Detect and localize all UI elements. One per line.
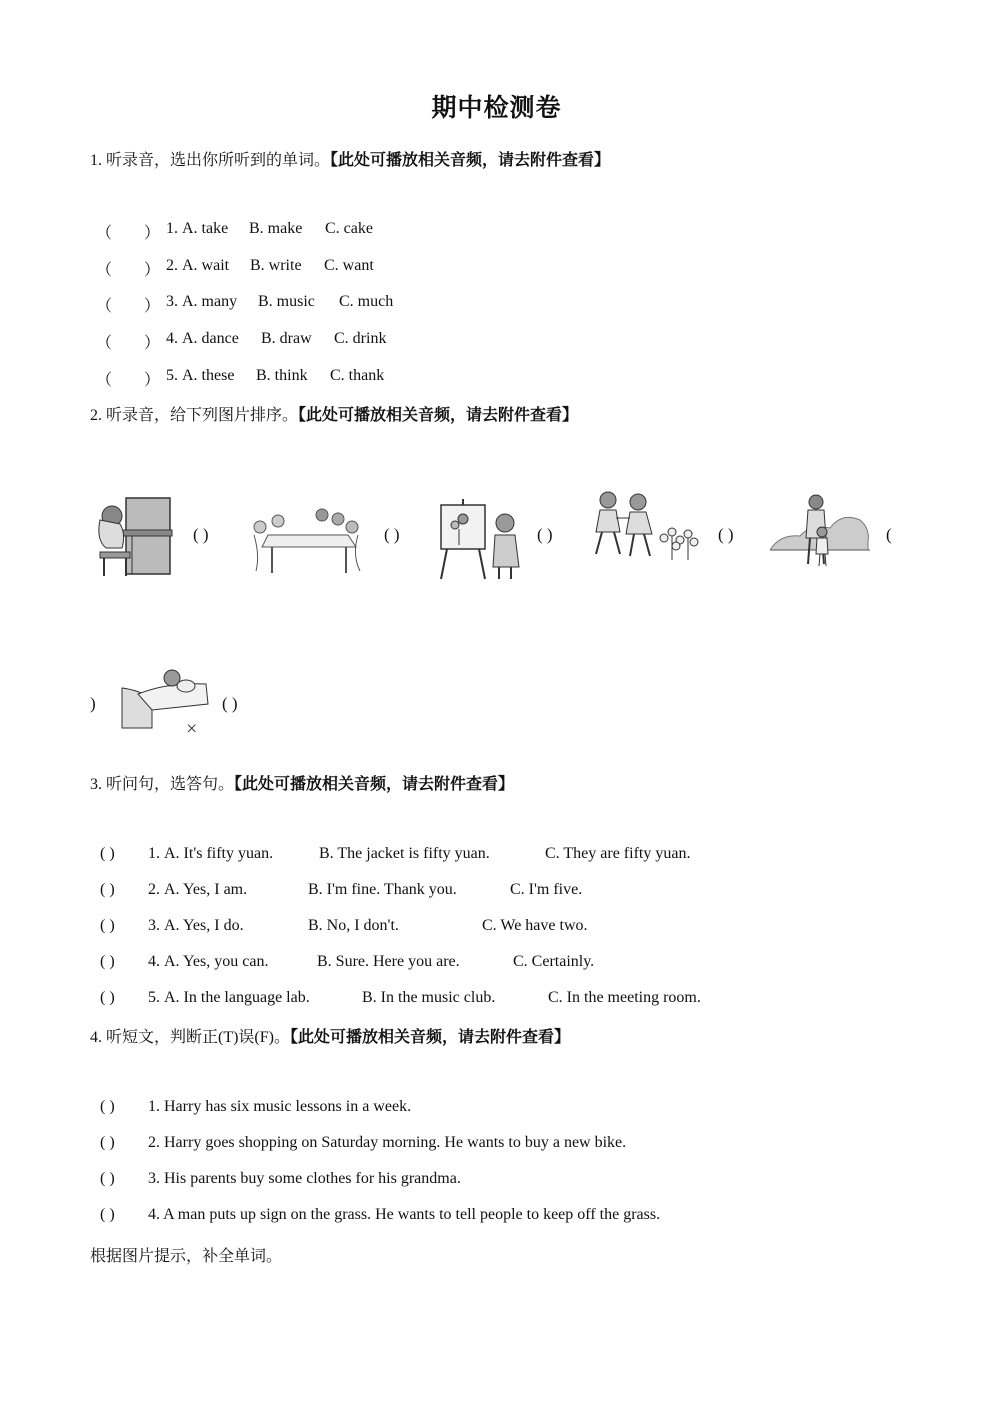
item-number: 4. (148, 953, 160, 970)
option-a: A. wait (182, 257, 230, 274)
option-b: B. No, I don't. (308, 917, 399, 934)
option-c: C. thank (330, 367, 385, 384)
item-number: 4. (166, 330, 178, 347)
q3-heading-text: 3. 听问句，选答句。 (90, 776, 235, 793)
father-child-walk-picture (770, 494, 870, 568)
q4-item-2 (100, 1134, 627, 1152)
q2-heading-text: 2. 听录音，给下列图片排序。 (90, 407, 299, 424)
option-b: B. think (256, 367, 308, 384)
statement-text: 3. His parents buy some clothes for his grandma. (148, 1170, 461, 1187)
picture-1-blank[interactable]: ( ) (193, 525, 209, 544)
item-number: 3. (148, 917, 160, 934)
option-a: A. It's fifty yuan. (164, 845, 274, 862)
picture-6-blank[interactable]: ( ) (222, 694, 238, 713)
q1-item-5 (96, 367, 385, 390)
q4-heading (90, 1024, 570, 1047)
answer-blank[interactable]: （ ） (96, 298, 161, 315)
statement-text: 4. A man puts up sign on the grass. He wants to tell people to keep off the grass. (148, 1206, 661, 1223)
answer-blank[interactable]: ( ) (100, 1206, 115, 1223)
q2-heading (90, 402, 578, 425)
q3-heading (90, 771, 514, 794)
q3-item-4 (100, 953, 595, 971)
option-c: C. cake (325, 220, 373, 237)
answer-blank[interactable]: ( ) (100, 1098, 115, 1115)
q1-item-2 (96, 257, 374, 280)
item-number: 1. (166, 220, 178, 237)
item-number: 3. (166, 293, 178, 310)
page-title: 期中检测卷 (431, 95, 562, 122)
q1-heading (90, 147, 610, 170)
option-b: B. In the music club. (362, 989, 496, 1006)
statement-text: 1. Harry has six music lessons in a week. (148, 1098, 412, 1115)
q3-item-3 (100, 917, 588, 935)
option-c: C. In the meeting room. (548, 989, 701, 1006)
picture-3-blank[interactable]: ( ) (537, 525, 553, 544)
q1-item-4 (96, 330, 387, 353)
option-c: C. want (324, 257, 374, 274)
item-number: 2. (148, 881, 160, 898)
q3-audio-note: 【此处可播放相关音频，请去附件查看】 (234, 776, 515, 793)
q4-heading-text: 4. 听短文，判断正(T)误(F)。 (90, 1029, 290, 1046)
q4-item-1 (100, 1098, 412, 1116)
option-a: A. Yes, you can. (164, 953, 269, 970)
answer-blank[interactable]: （ ） (96, 335, 161, 352)
option-a: A. Yes, I do. (164, 917, 244, 934)
q1-item-1 (96, 220, 373, 243)
item-number: 2. (166, 257, 178, 274)
answer-blank[interactable]: ( ) (100, 1134, 115, 1151)
q3-item-5 (100, 989, 701, 1007)
q3-item-1 (100, 845, 691, 863)
painting-easel-picture (437, 497, 525, 581)
answer-blank[interactable]: （ ） (96, 262, 161, 279)
q1-heading-text: 1. 听录音，选出你所听到的单词。 (90, 152, 331, 169)
option-b: B. Sure. Here you are. (317, 953, 460, 970)
answer-blank[interactable]: ( ) (100, 881, 115, 898)
picture-4-blank[interactable]: ( ) (718, 525, 734, 544)
answer-blank[interactable]: ( ) (100, 845, 115, 862)
picture-2-blank[interactable]: ( ) (384, 525, 400, 544)
statement-text: 2. Harry goes shopping on Saturday morning. He wants to buy a new bike. (148, 1134, 627, 1151)
option-c: C. I'm five. (510, 881, 583, 898)
option-b: B. make (249, 220, 303, 237)
answer-blank[interactable]: ( ) (100, 989, 115, 1006)
cross-mark: × (186, 718, 198, 740)
q2-audio-note: 【此处可播放相关音频，请去附件查看】 (298, 407, 579, 424)
q1-item-3 (96, 293, 394, 316)
picture-5-blank-close[interactable]: ) (90, 694, 96, 713)
children-dancing-picture (590, 488, 702, 564)
option-a: A. these (182, 367, 235, 384)
option-c: C. much (339, 293, 394, 310)
q1-audio-note: 【此处可播放相关音频，请去附件查看】 (330, 152, 611, 169)
answer-blank[interactable]: ( ) (100, 917, 115, 934)
option-a: A. dance (182, 330, 239, 347)
q4-item-3 (100, 1170, 461, 1188)
option-b: B. I'm fine. Thank you. (308, 881, 457, 898)
option-c: C. Certainly. (513, 953, 595, 970)
option-c: C. We have two. (482, 917, 588, 934)
option-a: A. take (182, 220, 229, 237)
option-b: B. draw (261, 330, 312, 347)
q3-item-2 (100, 881, 583, 899)
item-number: 5. (166, 367, 178, 384)
option-a: A. Yes, I am. (164, 881, 248, 898)
answer-blank[interactable]: ( ) (100, 953, 115, 970)
option-b: B. The jacket is fifty yuan. (319, 845, 490, 862)
item-number: 5. (148, 989, 160, 1006)
answer-blank[interactable]: ( ) (100, 1170, 115, 1187)
option-a: A. many (182, 293, 238, 310)
q4-audio-note: 【此处可播放相关音频，请去附件查看】 (290, 1029, 571, 1046)
option-b: B. music (258, 293, 315, 310)
item-number: 1. (148, 845, 160, 862)
option-b: B. write (250, 257, 302, 274)
piano-girl-picture (92, 490, 174, 580)
q5-heading: 根据图片提示，补全单词。 (90, 1248, 283, 1265)
option-c: C. They are fifty yuan. (545, 845, 691, 862)
q4-item-4 (100, 1206, 661, 1224)
picture-5-blank-open[interactable]: ( (886, 525, 892, 544)
answer-blank[interactable]: （ ） (96, 372, 161, 389)
option-a: A. In the language lab. (164, 989, 310, 1006)
option-c: C. drink (334, 330, 387, 347)
answer-blank[interactable]: （ ） (96, 225, 161, 242)
meeting-table-picture (248, 505, 368, 577)
